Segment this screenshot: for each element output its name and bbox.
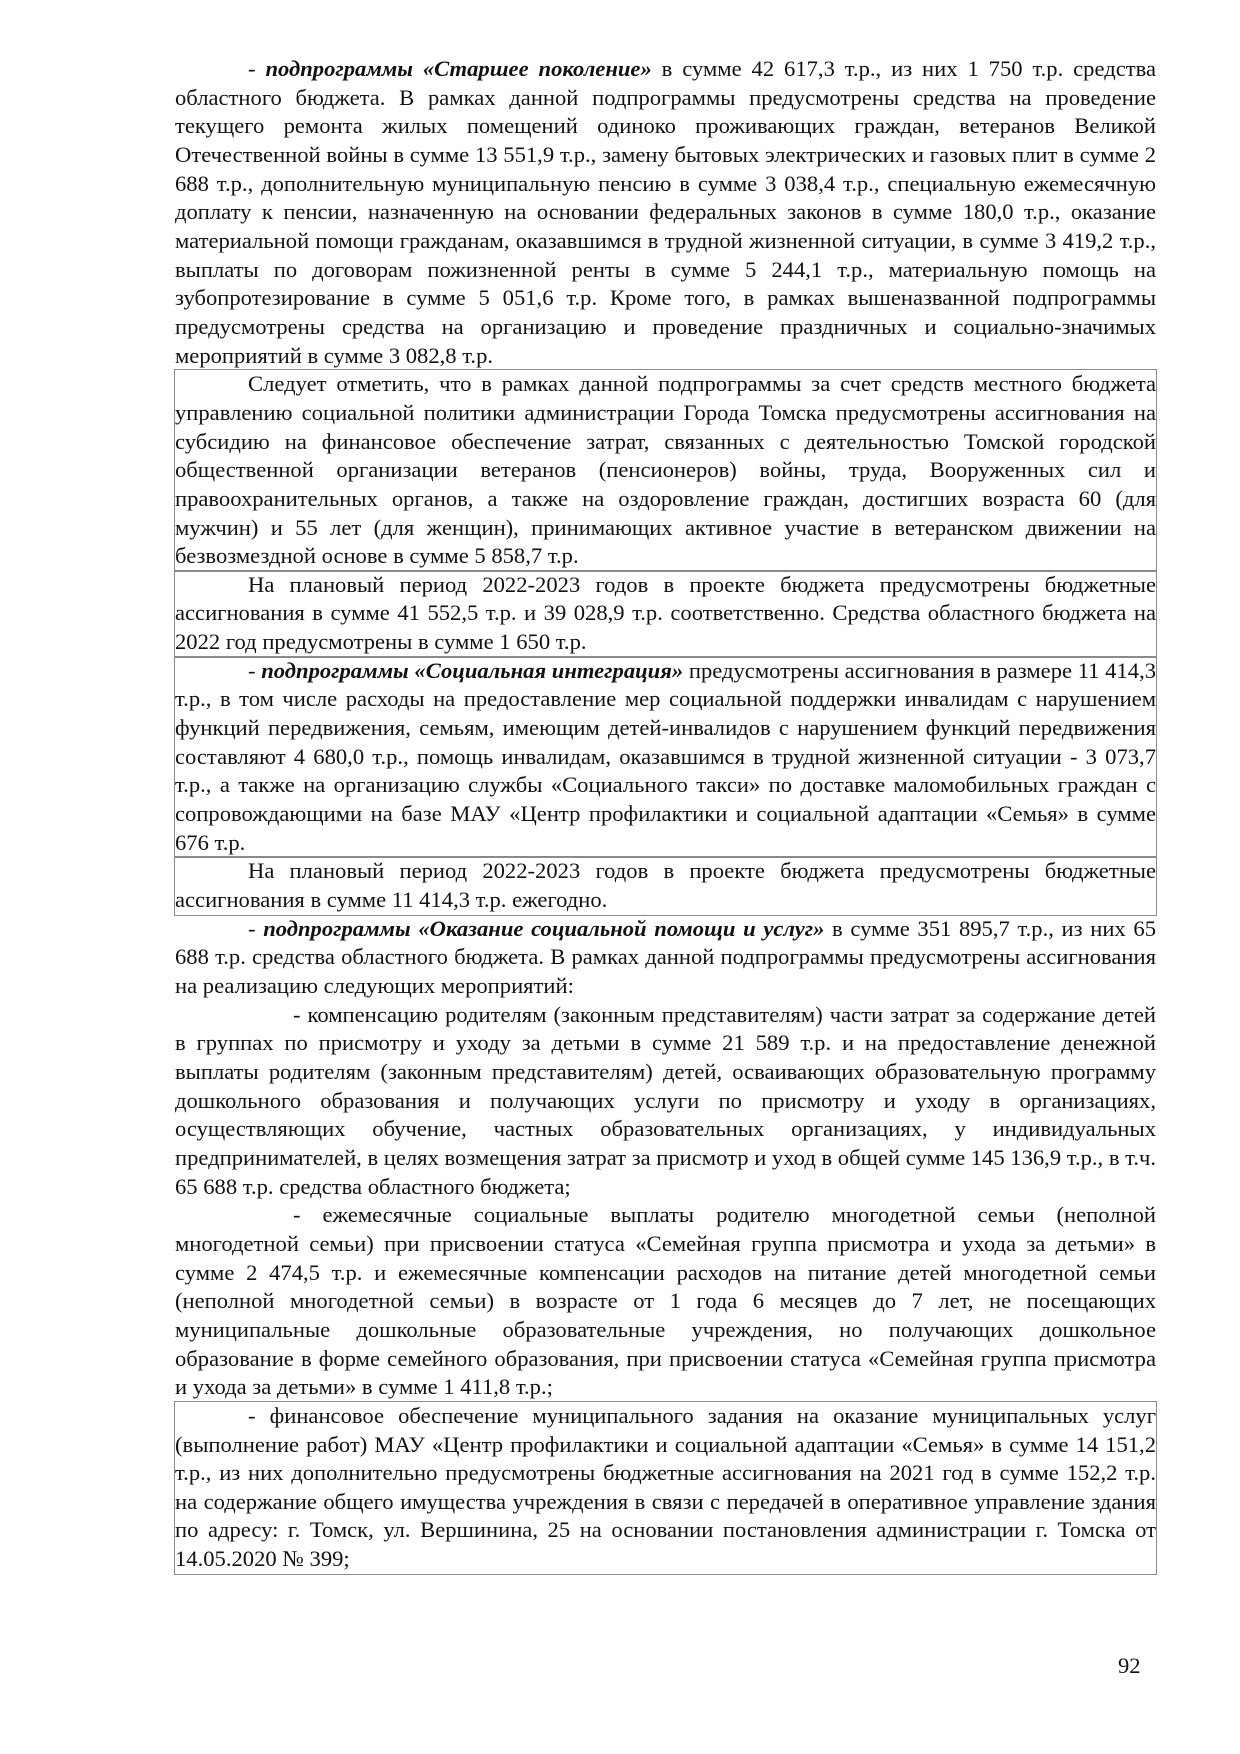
list-item-monthly-payments: - ежемесячные социальные выплаты родителю многодетной семьи (неполной многодетной семьи) при присвоении статуса «Семейная группа присмотра и ухода за детьми» в сумме 2 474,5 т.р. и ежемесячные компенсации расходов на питание детей многодетной семьи (неполной многодетной семьи) в возрасте от 1 года 6 месяцев до 7 лет, не посещающих муниципальные дошкольные образовательные учреждения, но получающих дошкольное образование в форме семейного образования, при присвоении статуса «Семейная группа присмотра и ухода за детьми» в сумме 1 411,8 т.р.; xyxy=(175,1202,1156,1400)
paragraph-social-integration xyxy=(175,657,1156,858)
paragraph-text: в сумме 351 895,7 т.р., из них 65 688 т.р. средства областного бюджета. В рамках данной подпрограммы предусмотрены ассигнования на реализацию следующих мероприятий: xyxy=(175,915,1156,998)
paragraph-social-assistance xyxy=(175,915,1156,1001)
list-item-municipal-task: - финансовое обеспечение муниципального задания на оказание муниципальных услуг (выполнение работ) МАУ «Центр профилактики и социальной адаптации «Семья» в сумме 14 151,2 т.р., из них дополнительно предусмотрены бюджетные ассигнования на 2021 год в сумме 152,2 т.р. на содержание общего имущества учреждения в связи с передачей в оперативное управление здания по адресу: г. Томск, ул. Вершинина, 25 на основании постановления администрации г. Томска от 14.05.2020 № 399; xyxy=(175,1402,1156,1574)
paragraph-text: предусмотрены ассигнования в размере 11 414,3 т.р., в том числе расходы на предоставление мер социальной поддержки инвалидам с нарушением функций передвижения, семьям, имеющим детей-инвалидов с нарушением функций передвижения составляют 4 680,0 т.р., помощь инвалидам, оказавшимся в трудной жизненной ситуации - 3 073,7 т.р., а также на организацию службы «Социального такси» по доставке маломобильных граждан с сопровождающими на базе МАУ «Центр профилактики и социальной адаптации «Семья» в сумме 676 т.р. xyxy=(175,657,1157,855)
paragraph-planning-period-2: На плановый период 2022-2023 годов в проекте бюджета предусмотрены бюджетные ассигнования в сумме 11 414,3 т.р. ежегодно. xyxy=(175,857,1156,914)
list-item-compensation: - компенсацию родителям (законным представителям) части затрат за содержание детей в группах по присмотру и уходу за детьми в сумме 21 589 т.р. и на предоставление денежной выплаты родителям (законным представителям) детей, осваивающих образовательную программу дошкольного образования и получающих услуги по присмотру и уходу в организациях, осуществляющих обучение, частных образовательных организациях, у индивидуальных предпринимателей, в целях возмещения затрат за присмотр и уход в общей сумме 145 136,9 т.р., в т.ч. 65 688 т.р. средства областного бюджета; xyxy=(175,1001,1156,1199)
paragraph-veterans-subsidy: Следует отметить, что в рамках данной подпрограммы за счет средств местного бюджета управлению социальной политики администрации Города Томска предусмотрены ассигнования на субсидию на финансовое обеспечение затрат, связанных с деятельностью Томской городской общественной организации ветеранов (пенсионеров) войны, труда, Вооруженных сил и правоохранительных органов, а также на оздоровление граждан, достигших возраста 60 (для мужчин) и 55 лет (для женщин), принимающих активное участие в ветеранском движении на безвозмездной основе в сумме 5 858,7 т.р. xyxy=(175,370,1156,571)
list-dash: - xyxy=(248,915,264,941)
paragraph-senior-generation xyxy=(175,55,1156,370)
subprogram-title-social-assistance: подпрограммы «Оказание социальной помощи и услуг» xyxy=(263,915,825,941)
paragraph-planning-period-1: На плановый период 2022-2023 годов в проекте бюджета предусмотрены бюджетные ассигнования в сумме 41 552,5 т.р. и 39 028,9 т.р. соответственно. Средства областного бюджета на 2022 год предусмотрены в сумме 1 650 т.р. xyxy=(175,571,1156,657)
list-dash: - xyxy=(248,657,262,683)
page-number: 92 xyxy=(1118,1653,1141,1678)
paragraph-text: в сумме 42 617,3 т.р., из них 1 750 т.р. средства областного бюджета. В рамках данной подпрограммы предусмотрены средства на проведение текущего ремонта жилых помещений одиноко проживающих граждан, ветеранов Великой Отечественной войны в сумме 13 551,9 т.р., замену бытовых электрических и газовых плит в сумме 2 688 т.р., дополнительную муниципальную пенсию в сумме 3 038,4 т.р., специальную ежемесячную доплату к пенсии, назначенную на основании федеральных законов в сумме 180,0 т.р., оказание материальной помощи гражданам, оказавшимся в трудной жизненной ситуации, в сумме 3 419,2 т.р., выплаты по договорам пожизненной ренты в сумме 5 244,1 т.р., материальную помощь на зубопротезирование в сумме 5 051,6 т.р. Кроме того, в рамках вышеназванной подпрограммы предусмотрены средства на организацию и проведение праздничных и социально-значимых мероприятий в сумме 3 082,8 т.р. xyxy=(175,56,1156,368)
subprogram-title-social-integration: подпрограммы «Социальная интеграция» xyxy=(261,657,684,683)
document-page xyxy=(175,55,1156,1574)
subprogram-title-senior-generation: подпрограммы «Старшее поколение» xyxy=(265,56,652,81)
list-dash: - xyxy=(248,56,266,81)
